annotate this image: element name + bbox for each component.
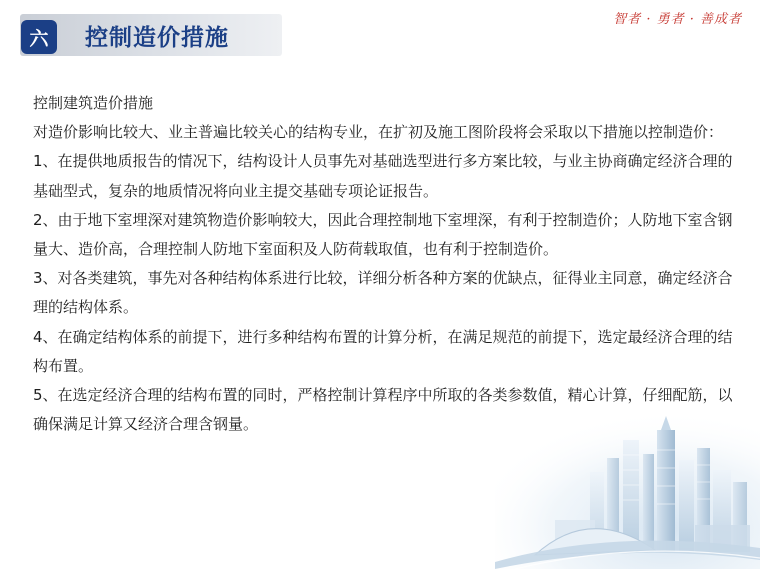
section-number-badge: 六 — [21, 20, 57, 54]
measure-item-4: 4、在确定结构体系的前提下，进行多种结构布置的计算分析，在满足规范的前提下，选定最经济合理的结构布置。 — [33, 327, 733, 375]
content-subtitle: 控制建筑造价措施 — [33, 94, 154, 112]
page-title: 控制造价措施 — [85, 25, 229, 51]
measure-item-2: 2、由于地下室埋深对建筑物造价影响较大，因此合理控制地下室埋深，有利于控制造价；人防地下室含钢量大、造价高，合理控制人防地下室面积及人防荷载取值，也有利于控制造价。 — [33, 210, 733, 259]
measure-item-1: 1、在提供地质报告的情况下，结构设计人员事先对基础选型进行多方案比较，与业主协商确定经济合理的基础型式，复杂的地质情况将向业主提交基础专项论证报告。 — [33, 152, 733, 200]
content-intro: 对造价影响比较大、业主普遍比较关心的结构专业，在扩初及施工图阶段将会采取以下措施以控制造价： — [33, 123, 724, 142]
content-body — [33, 89, 738, 439]
measure-item-5: 5、在选定经济合理的结构布置的同时，严格控制计算程序中所取的各类参数值，精心计算，仔细配筋，以确保满足计算又经济合理含钢量。 — [33, 386, 733, 434]
measure-item-3: 3、对各类建筑，事先对各种结构体系进行比较，详细分析各种方案的优缺点，征得业主同意，确定经济合理的结构体系。 — [33, 269, 733, 317]
motto-slogan: 智者 · 勇者 · 善成者 — [613, 12, 742, 27]
city-skyline-illustration — [495, 410, 760, 569]
